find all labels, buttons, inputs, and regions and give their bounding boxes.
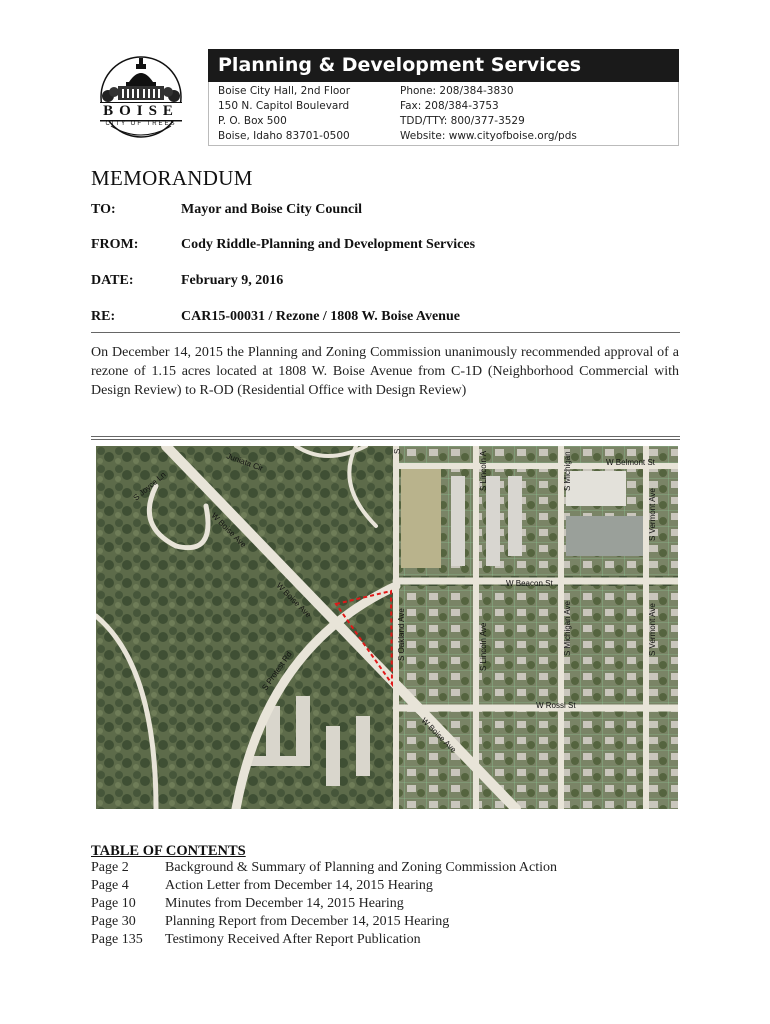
memo-title: MEMORANDUM [91,166,253,190]
address-line: Boise, Idaho 83701-0500 [218,130,350,142]
street-label: S Protest Rd [260,649,294,693]
to-label: TO: [91,202,116,217]
address-line: 150 N. Capitol Boulevard [218,100,350,112]
toc-title: TABLE OF CONTENTS [91,843,246,859]
from-label: FROM: [91,237,139,252]
department-banner: Planning & Development Services [208,49,679,82]
to-value: Mayor and Boise City Council [181,202,362,217]
toc-page-number: Page 4 [91,878,129,893]
street-label: S Lincoln A [479,450,488,491]
street-label: Juniata Cir [225,451,265,473]
street-label: S Vermont Ave [648,603,657,656]
date-value: February 9, 2016 [181,273,284,288]
re-value: CAR15-00031 / Rezone / 1808 W. Boise Avenue [181,309,460,324]
tdd-line: TDD/TTY: 800/377-3529 [400,115,525,127]
street-label: S Oakland Ave [397,608,406,661]
divider [91,332,680,333]
divider [91,439,680,440]
re-label: RE: [91,309,116,324]
street-label: S Joyce Ln [131,470,168,503]
date-label: DATE: [91,273,134,288]
logo-wordmark: BOISE [96,103,186,120]
toc-entry: Action Letter from December 14, 2015 Hearing [165,878,433,893]
phone-line: Phone: 208/384-3830 [400,85,514,97]
fax-line: Fax: 208/384-3753 [400,100,499,112]
street-label: S Michigan [563,451,572,491]
toc-page-number: Page 30 [91,914,136,929]
address-block [218,84,350,144]
address-line: Boise City Hall, 2nd Floor [218,85,351,97]
logo-tagline: CITY OF TREES [105,121,177,127]
street-label: W Boise Ave [274,581,313,620]
toc-entry: Background & Summary of Planning and Zoning Commission Action [165,860,557,875]
street-label: S Vermont Ave [648,488,657,541]
toc-entry: Testimony Received After Report Publication [165,932,421,947]
street-label: W Beacon St [506,579,553,588]
toc-entry: Planning Report from December 14, 2015 Hearing [165,914,450,929]
divider [91,436,680,437]
street-label: W Belmont St [606,458,655,467]
toc-entry: Minutes from December 14, 2015 Hearing [165,896,404,911]
city-of-boise-logo [96,52,186,142]
street-label: W Boise Ave [419,716,458,755]
street-label: S Michigan Ave [563,601,572,656]
from-value: Cody Riddle-Planning and Development Services [181,237,476,252]
website-line: Website: www.cityofboise.org/pds [400,130,577,142]
street-label: S Lincoln Ave [479,622,488,671]
address-line: P. O. Box 500 [218,115,287,127]
toc-page-number: Page 2 [91,860,129,875]
memo-body: On December 14, 2015 the Planning and Zoning Commission unanimously recommended approval of a rezone of 1.15 acres located at 1808 W. Boise Avenue from C-1D (Neighborhood Commercial with Design Review) to R-OD (Residential Office with Design Review) [91,345,679,398]
street-label: W Boise Ave [209,511,248,550]
street-label: S [393,448,402,454]
street-label: W Rossi St [536,701,576,710]
contact-block [400,84,577,144]
toc-page-number: Page 135 [91,932,143,947]
toc-page-number: Page 10 [91,896,136,911]
aerial-site-map [96,446,678,809]
